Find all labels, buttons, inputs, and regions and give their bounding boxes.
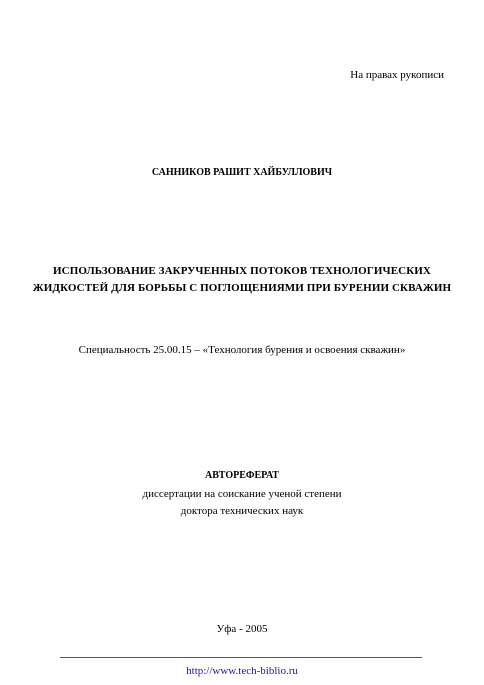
document-title-line-2: ЖИДКОСТЕЙ ДЛЯ БОРЬБЫ С ПОГЛОЩЕНИЯМИ ПРИ БУРЕНИИ СКВАЖИН bbox=[32, 282, 452, 294]
author-name: САННИКОВ РАШИТ ХАЙБУЛЛОВИЧ bbox=[151, 167, 333, 178]
document-title bbox=[0, 263, 484, 297]
footer-divider bbox=[60, 657, 422, 658]
abstract-description-line-2: доктора технических наук bbox=[180, 505, 304, 517]
abstract-label: АВТОРЕФЕРАТ bbox=[205, 470, 279, 481]
abstract-description bbox=[0, 486, 484, 520]
document-title-line-1: ИСПОЛЬЗОВАНИЕ ЗАКРУЧЕННЫХ ПОТОКОВ ТЕХНОЛОГИЧЕСКИХ bbox=[53, 265, 431, 277]
abstract-description-line-1: диссертации на соискание ученой степени bbox=[142, 488, 342, 500]
footer-link[interactable]: http://www.tech-biblio.ru bbox=[186, 665, 298, 677]
specialty-line: Специальность 25.00.15 – «Технология бурения и освоения скважин» bbox=[78, 344, 406, 356]
rights-notice: На правах рукописи bbox=[350, 69, 444, 81]
city-year: Уфа - 2005 bbox=[216, 623, 268, 635]
